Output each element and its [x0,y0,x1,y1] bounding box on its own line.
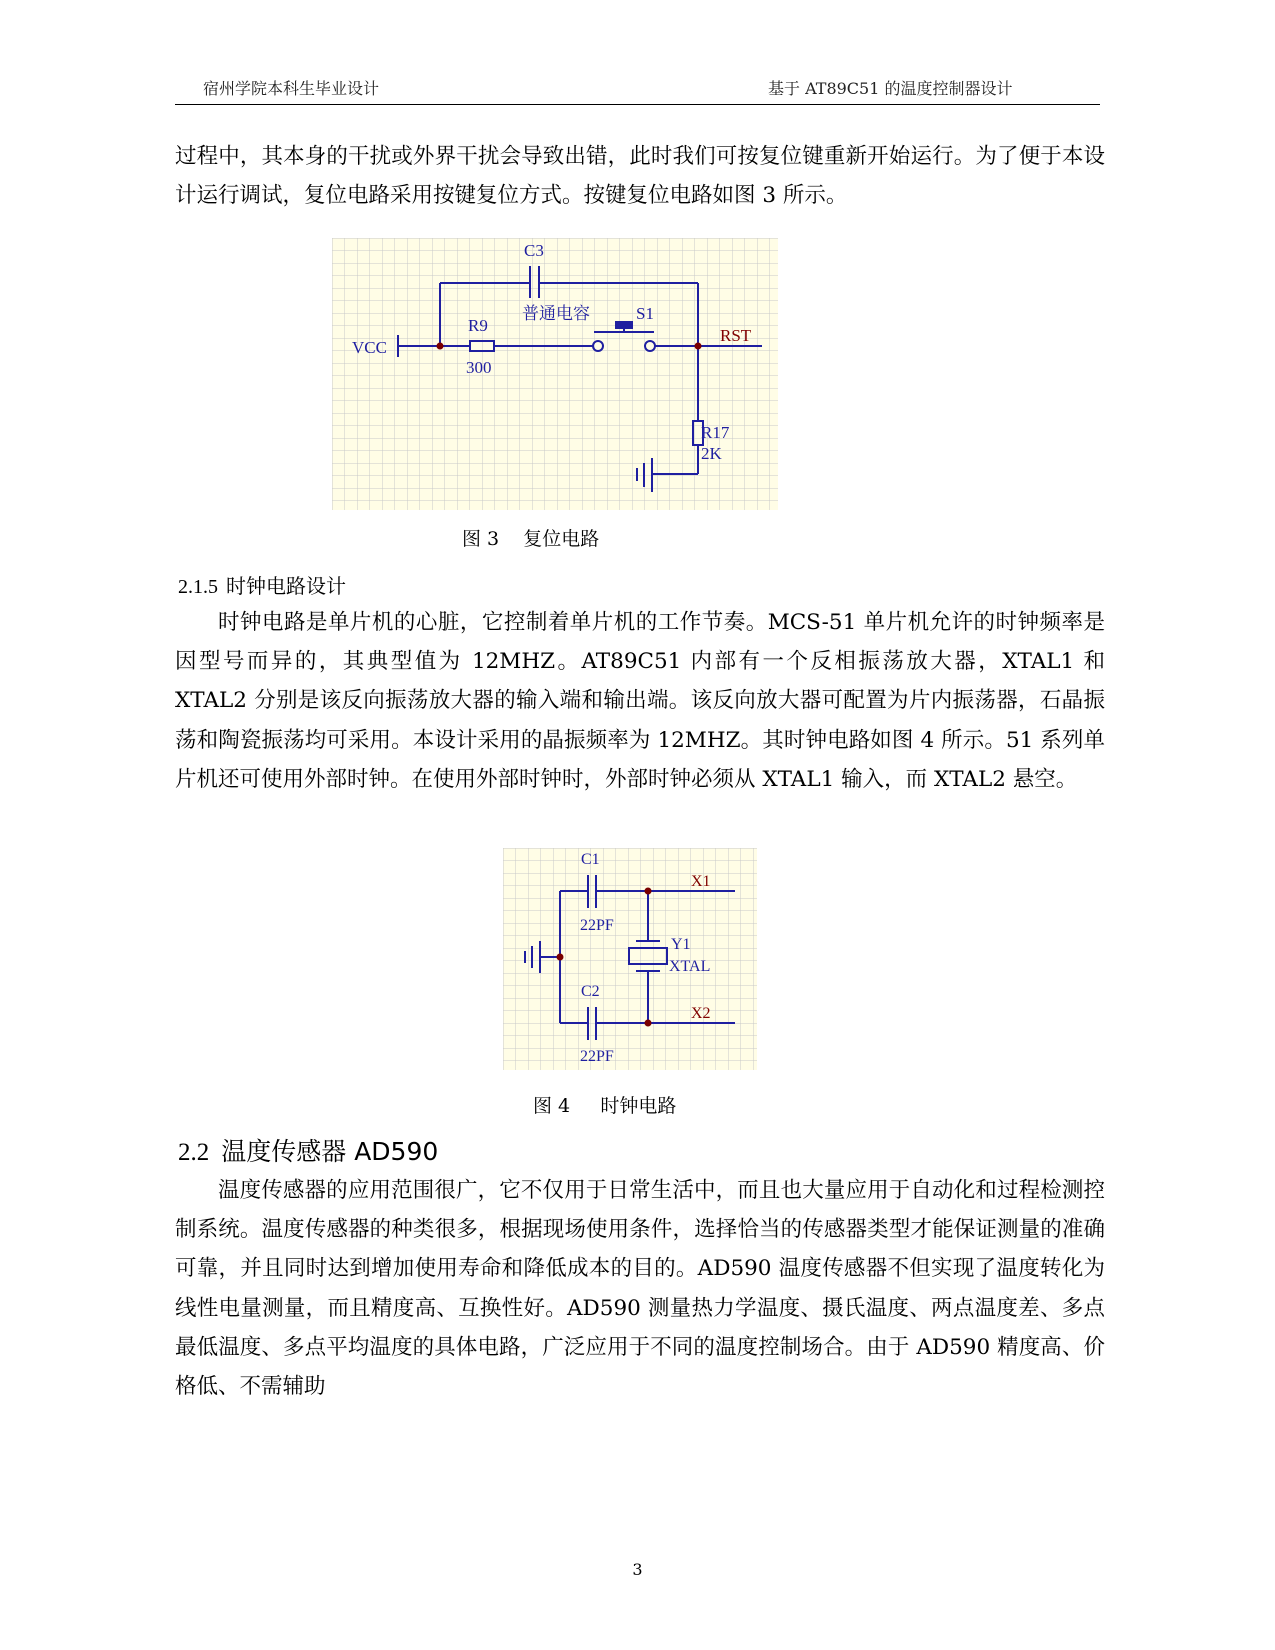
label-c1-value: 22PF [580,917,614,934]
section-2-2-paragraph: 温度传感器的应用范围很广，它不仅用于日常生活中，而且也大量应用于自动化和过程检测控制系统。温度传感器的种类很多，根据现场使用条件，选择恰当的传感器类型才能保证测量的准确可靠，并且同时达到增加使用寿命和降低成本的目的。AD590 温度传感器不但实现了温度转化为线性电量测量，而且精度高、互换性好。AD590 测量热力学温度、摄氏温度、两点温度差、多点最低温度、多点平均温度的具体电路，广泛应用于不同的温度控制场合。由于 AD590 精度高、价格低、不需辅助 [175,1178,1105,1400]
header-right: 基于 AT89C51 的温度控制器设计 [768,79,1013,98]
section-number: 2.1.5 [178,576,218,598]
junction-dot [645,888,652,895]
label-rst: RST [720,326,752,345]
figure-3-reset-circuit [332,238,778,510]
section-2-1-5-heading [178,570,346,599]
label-s1: S1 [636,304,654,323]
label-y1-type: XTAL [669,958,711,975]
label-y1: Y1 [671,936,691,953]
label-c1: C1 [581,851,600,868]
header-left: 宿州学院本科生毕业设计 [203,79,380,98]
section-2-1-5-paragraph: 时钟电路是单片机的心脏，它控制着单片机的工作节奏。MCS-51 单片机允许的时钟频率是因型号而异的，其典型值为 12MHZ。AT89C51 内部有一个反相振荡放大器，XTAL1 和 XTAL2 分别是该反向振荡放大器的输入端和输出端。该反向放大器可配置为片内振荡器，石晶振荡和陶瓷振荡均可采用。本设计采用的晶振频率为 12MHZ。其时钟电路如图 4 所示。51 系列单片机还可使用外部时钟。在使用外部时钟时，外部时钟必须从 XTAL1 输入，而 XTAL2 悬空。 [175,610,1105,792]
junction-dot [695,343,702,350]
figure-4-clock-circuit [503,848,757,1070]
header-rule [175,104,1100,105]
figure-3-caption: 图 3 复位电路 [462,528,600,550]
label-c3-type: 普通电容 [522,304,590,323]
section-title: 温度传感器 AD590 [221,1137,439,1166]
junction-dot [437,343,444,350]
label-x1: X1 [691,873,711,890]
junction-dot [645,1020,652,1027]
section-number: 2.2 [178,1139,210,1166]
junction-dot [557,954,564,961]
page-number: 3 [632,1560,643,1579]
label-c3: C3 [524,241,544,260]
label-r9: R9 [468,316,488,335]
intro-paragraph: 过程中，其本身的干扰或外界干扰会导致出错，此时我们可按复位键重新开始运行。为了便于本设计运行调试，复位电路采用按键复位方式。按键复位电路如图 3 所示。 [175,144,1105,209]
label-r9-value: 300 [466,358,492,377]
label-r17: R17 [701,423,730,442]
figure-4-caption: 图 4 时钟电路 [533,1095,677,1117]
label-c2-value: 22PF [580,1048,614,1065]
label-r17-value: 2K [701,444,722,463]
label-x2: X2 [691,1005,711,1022]
section-2-2-heading [178,1132,438,1168]
label-vcc: VCC [352,338,387,357]
label-c2: C2 [581,983,600,1000]
section-title: 时钟电路设计 [226,574,346,598]
